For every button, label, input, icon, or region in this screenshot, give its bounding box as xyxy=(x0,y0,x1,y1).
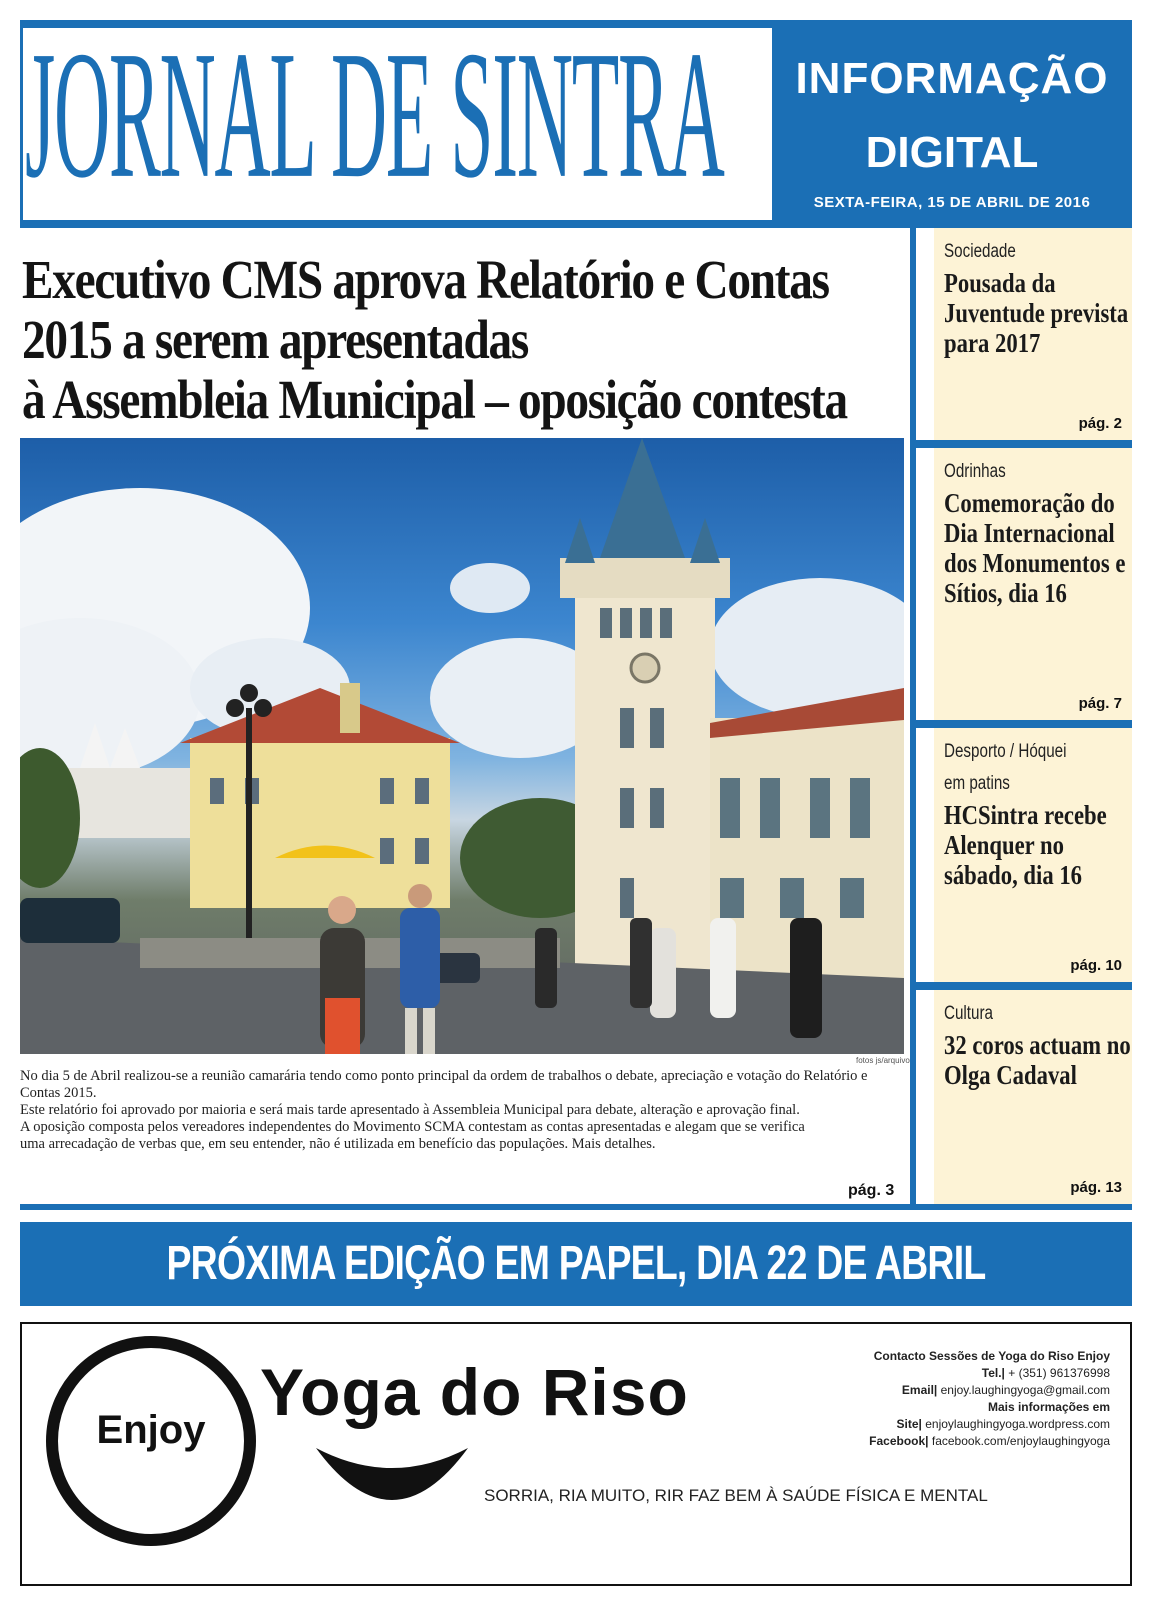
body-paragraph: Este relatório foi aprovado por maioria e será mais tarde apresentado à Assembleia Municipal para debate, alteração e aprovação final. xyxy=(20,1102,800,1118)
main-photo[interactable] xyxy=(20,438,904,1054)
headline-line: à Assembleia Municipal – oposição contesta xyxy=(22,369,847,430)
ad-contact-block xyxy=(790,1348,1110,1450)
teaser-page-ref: pág. 13 xyxy=(1070,1179,1122,1196)
teaser-category: Cultura xyxy=(944,1003,993,1024)
ad-title: Yoga do Riso xyxy=(260,1355,689,1429)
contact-heading: Contacto Sessões de Yoga do Riso Enjoy xyxy=(873,1349,1110,1363)
teaser-page-ref: pág. 2 xyxy=(1078,415,1122,432)
edition-label-line2: DIGITAL xyxy=(865,128,1039,177)
sidebar-divider xyxy=(916,982,1132,990)
town-hall-photo-illustration xyxy=(20,438,904,1054)
teaser-title: HCSintra recebe Alenquer no sábado, dia 16 xyxy=(944,800,1107,890)
next-edition-banner xyxy=(20,1222,1132,1306)
masthead xyxy=(20,28,772,220)
site-label: Site| xyxy=(896,1417,922,1431)
teaser-title: Comemoração do Dia Internacional dos Monumentos e Sítios, dia 16 xyxy=(944,488,1126,608)
body-paragraph: A oposição composta pelos vereadores independentes do Movimento SCMA contestam as contas apresentadas e alegam que se verifica uma arrecadação de verbas que, em seu entender, não é utilizada em benefício das populações. Mais detalhes. xyxy=(20,1119,805,1152)
main-bottom-rule xyxy=(20,1204,1132,1210)
ad-slogan: SORRIA, RIA MUITO, RIR FAZ BEM À SAÚDE FÍSICA E MENTAL xyxy=(484,1486,988,1505)
sidebar-divider xyxy=(916,720,1132,728)
sidebar-teaser[interactable] xyxy=(934,990,1132,1204)
main-story-body xyxy=(20,1068,904,1153)
newspaper-title: JORNAL DE SINTRA xyxy=(25,28,724,217)
facebook-value[interactable]: facebook.com/enjoylaughingyoga xyxy=(931,1434,1110,1448)
enjoy-logo-word: Enjoy xyxy=(96,1408,206,1452)
tel-label: Tel.| xyxy=(981,1366,1005,1380)
headline-line: Executivo CMS aprova Relatório e Contas xyxy=(22,249,829,310)
edition-date: SEXTA-FEIRA, 15 DE ABRIL DE 2016 xyxy=(813,194,1091,211)
email-value[interactable]: enjoy.laughingyoga@gmail.com xyxy=(940,1383,1110,1397)
edition-label-line1: INFORMAÇÃO xyxy=(795,54,1109,103)
masthead-rule xyxy=(20,220,1132,228)
smile-icon xyxy=(312,1442,472,1506)
site-value[interactable]: enjoylaughingyoga.wordpress.com xyxy=(925,1417,1110,1431)
body-paragraph: No dia 5 de Abril realizou-se a reunião camarária tendo como ponto principal da ordem de trabalhos o debate, apreciação e votação do Relatório e Contas 2015. xyxy=(20,1068,868,1101)
teaser-category: Odrinhas xyxy=(944,461,1006,482)
headline-line: 2015 a serem apresentadas xyxy=(22,309,528,370)
teaser-title: 32 coros actuam no Olga Cadaval xyxy=(944,1030,1131,1090)
sidebar-teaser[interactable] xyxy=(934,448,1132,720)
email-label: Email| xyxy=(901,1383,938,1397)
main-headline[interactable] xyxy=(22,250,908,430)
teaser-page-ref: pág. 7 xyxy=(1078,695,1122,712)
photo-credit: fotos js/arquivo xyxy=(856,1056,910,1065)
main-story-page-ref[interactable]: pág. 3 xyxy=(848,1182,895,1199)
sidebar-divider xyxy=(916,440,1132,448)
teaser-page-ref: pág. 10 xyxy=(1070,957,1122,974)
teaser-category: Sociedade xyxy=(944,241,1016,262)
yoga-advertisement[interactable] xyxy=(20,1322,1132,1586)
facebook-label: Facebook| xyxy=(869,1434,929,1448)
more-info-label: Mais informações em xyxy=(987,1400,1110,1414)
column-rule xyxy=(910,228,916,1208)
sidebar-teaser[interactable] xyxy=(934,728,1132,982)
tel-value[interactable]: + (351) 961376998 xyxy=(1008,1366,1110,1380)
teaser-category: Desporto / Hóquei em patins xyxy=(944,741,1067,794)
teaser-title: Pousada da Juventude prevista para 2017 xyxy=(944,268,1129,358)
sidebar-teaser[interactable] xyxy=(934,228,1132,440)
edition-info-box xyxy=(772,20,1132,228)
banner-text: PRÓXIMA EDIÇÃO EM PAPEL, DIA 22 DE ABRIL xyxy=(166,1237,986,1290)
